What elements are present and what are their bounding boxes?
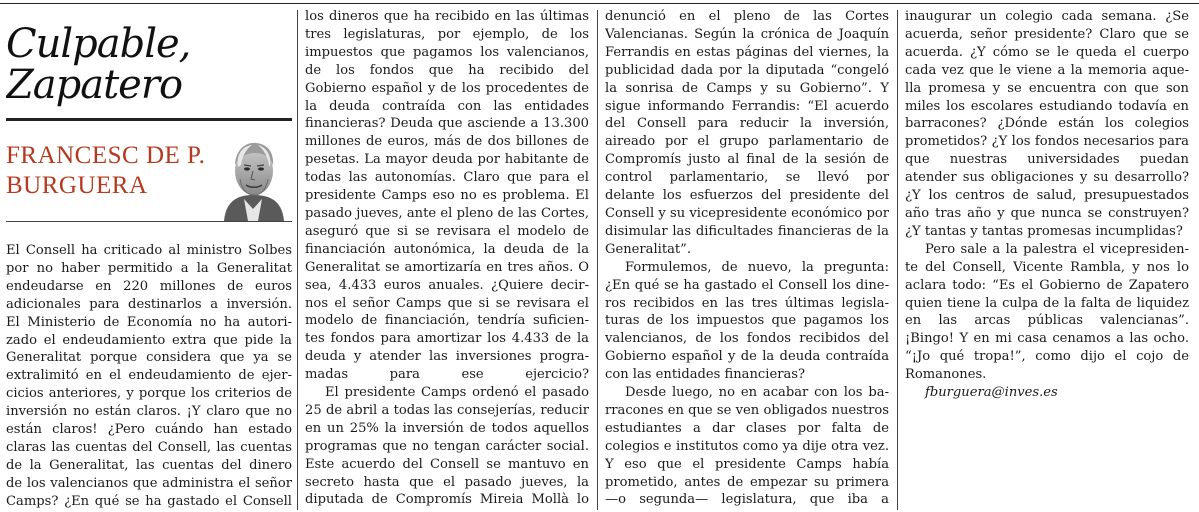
paragraph-1: El Consell ha criticado al ministro Solbes por no haber permitido a la Generalitat endeudarse en 220 millones de euros adicionales para destinarlos a inversión. El Ministerio de Economía no ha autorizado el endeudamiento extra que pide la Generalitat porque considera que ya se extralimitó en el endeudamiento de ejercicios anteriores, y porque los criterios de inversión no están claros. ¡Y claro que no están claros! ¿Pero cuándo han estado claras las cuentas del Consell, las cuentas de la Generalitat, las cuentas del dinero de los valencianos que administra el señor Camps? ¿En qué se ha gastado el Consell	[6, 243, 292, 509]
column-divider-1	[297, 10, 298, 510]
byline-box	[6, 118, 292, 222]
column-3	[605, 8, 889, 508]
headline	[6, 21, 292, 108]
column-4	[905, 8, 1189, 508]
column-1	[6, 10, 292, 510]
paragraph-4: inaugurar un colegio cada semana. ¿Se acuerda, señor presidente? Claro que se acuerda. ¿Y cómo se le queda el cuerpo cada vez que le viene a la memoria aquella promesa y se encuentra con que son miles los escolares estudiando todavía en barracones? ¿Dónde están los colegios prometidos? ¿Y los fondos necesarios para que nuestras universidades puedan atender sus obligaciones y su desarrollo? ¿Y los centros de salud, presupuestados año tras año y que nunca se construyen? ¿Y tantas y tantas promesas incumplidas?	[905, 9, 1189, 239]
top-rule	[0, 3, 1199, 4]
author-name-line2: BURGUERA	[6, 172, 148, 199]
paragraph-1: los dineros que ha recibido en las últimas tres legislaturas, por ejemplo, de los impuestos que pagamos los valencianos, de los fondos que ha recibido del Gobierno español y de los procedentes de la deuda contraída con las entidades financieras? Deuda que asciende a 13.300 millones de euros, más de dos billones de pesetas. La mayor deuda por habitante de todas las autonomías. Claro que para el presidente Camps eso no es problema. El pasado jueves, ante el pleno de las Cortes, aseguró que si se revisara el modelo de financiación autonómica, la deuda de la Generalitat se amortizaría en tres años. O sea, 4.433 euros anuales. ¿Quiere decirnos el señor Camps que si se revisara el modelo de financiación, tendría suficientes fondos para amortizar los 4.433 de la deuda y atender las inversiones programadas para ese ejercicio?	[305, 9, 589, 383]
paragraph-3: Formulemos, de nuevo, la pregunta: ¿En qué se ha gastado el Consell los dineros recibidos en las tres últimas legislaturas de los impuestos que pagamos los valencianos, de los fondos recibidos del Gobierno español y de la deuda contraída con las entidades financieras?	[605, 259, 889, 383]
author-portrait	[218, 129, 288, 221]
author-email: fburguera@inves.es	[925, 385, 1058, 401]
column-2	[305, 8, 589, 508]
paragraph-2: El presidente Camps ordenó el pasado 25 de abril a todas las consejerías, reducir en un 25% la inversión de todos aquellos programas que no tengan carácter social. Este acuerdo del Consell se mantuvo en secreto hasta que el pasado jueves, la diputada de Compromís Mireia Mollà lo	[305, 385, 589, 508]
author-name-line1: FRANCESC DE P.	[6, 142, 206, 169]
column-divider-3	[897, 10, 898, 510]
author-name	[6, 141, 216, 201]
headline-text: Culpable, Zapatero	[6, 21, 191, 108]
paragraph-5: Pero sale a la palestra el vicepresidente del Consell, Vicente Rambla, y nos lo aclara todo: “Es el Gobierno de Zapatero quien tiene la culpa de la falta de liquidez en las arcas públicas valencianas”. ¡Bingo! Y en mi casa cenamos a las ocho. “¡Jo qué tropa!”, como dijo el cojo de Romanones.	[905, 241, 1189, 383]
paragraph-4: Desde luego, no en acabar con los barracones en que se ven obligados nuestros estudiantes a dar clases por falta de colegios e institutos como ya dije otra vez. Y eso que el presidente Camps había prometido, antes de empezar su primera —o segunda— legislatura, que iba a	[605, 385, 889, 508]
paragraph-2: denunció en el pleno de las Cortes Valencianas. Según la crónica de Joaquín Ferrandis en estas páginas del viernes, la publicidad dada por la diputada “congeló la sonrisa de Camps y su Gobierno”. Y sigue informando Ferrandis: “El acuerdo del Consell para reducir la inversión, aireado por el grupo parlamentario de Compromís justo al final de la sesión de control parlamentario, se llevó por delante los esfuerzos del presidente del Consell y su vicepresidente económico por disimular las dificultades financieras de la Generalitat”.	[605, 9, 889, 257]
column-divider-2	[597, 10, 598, 510]
